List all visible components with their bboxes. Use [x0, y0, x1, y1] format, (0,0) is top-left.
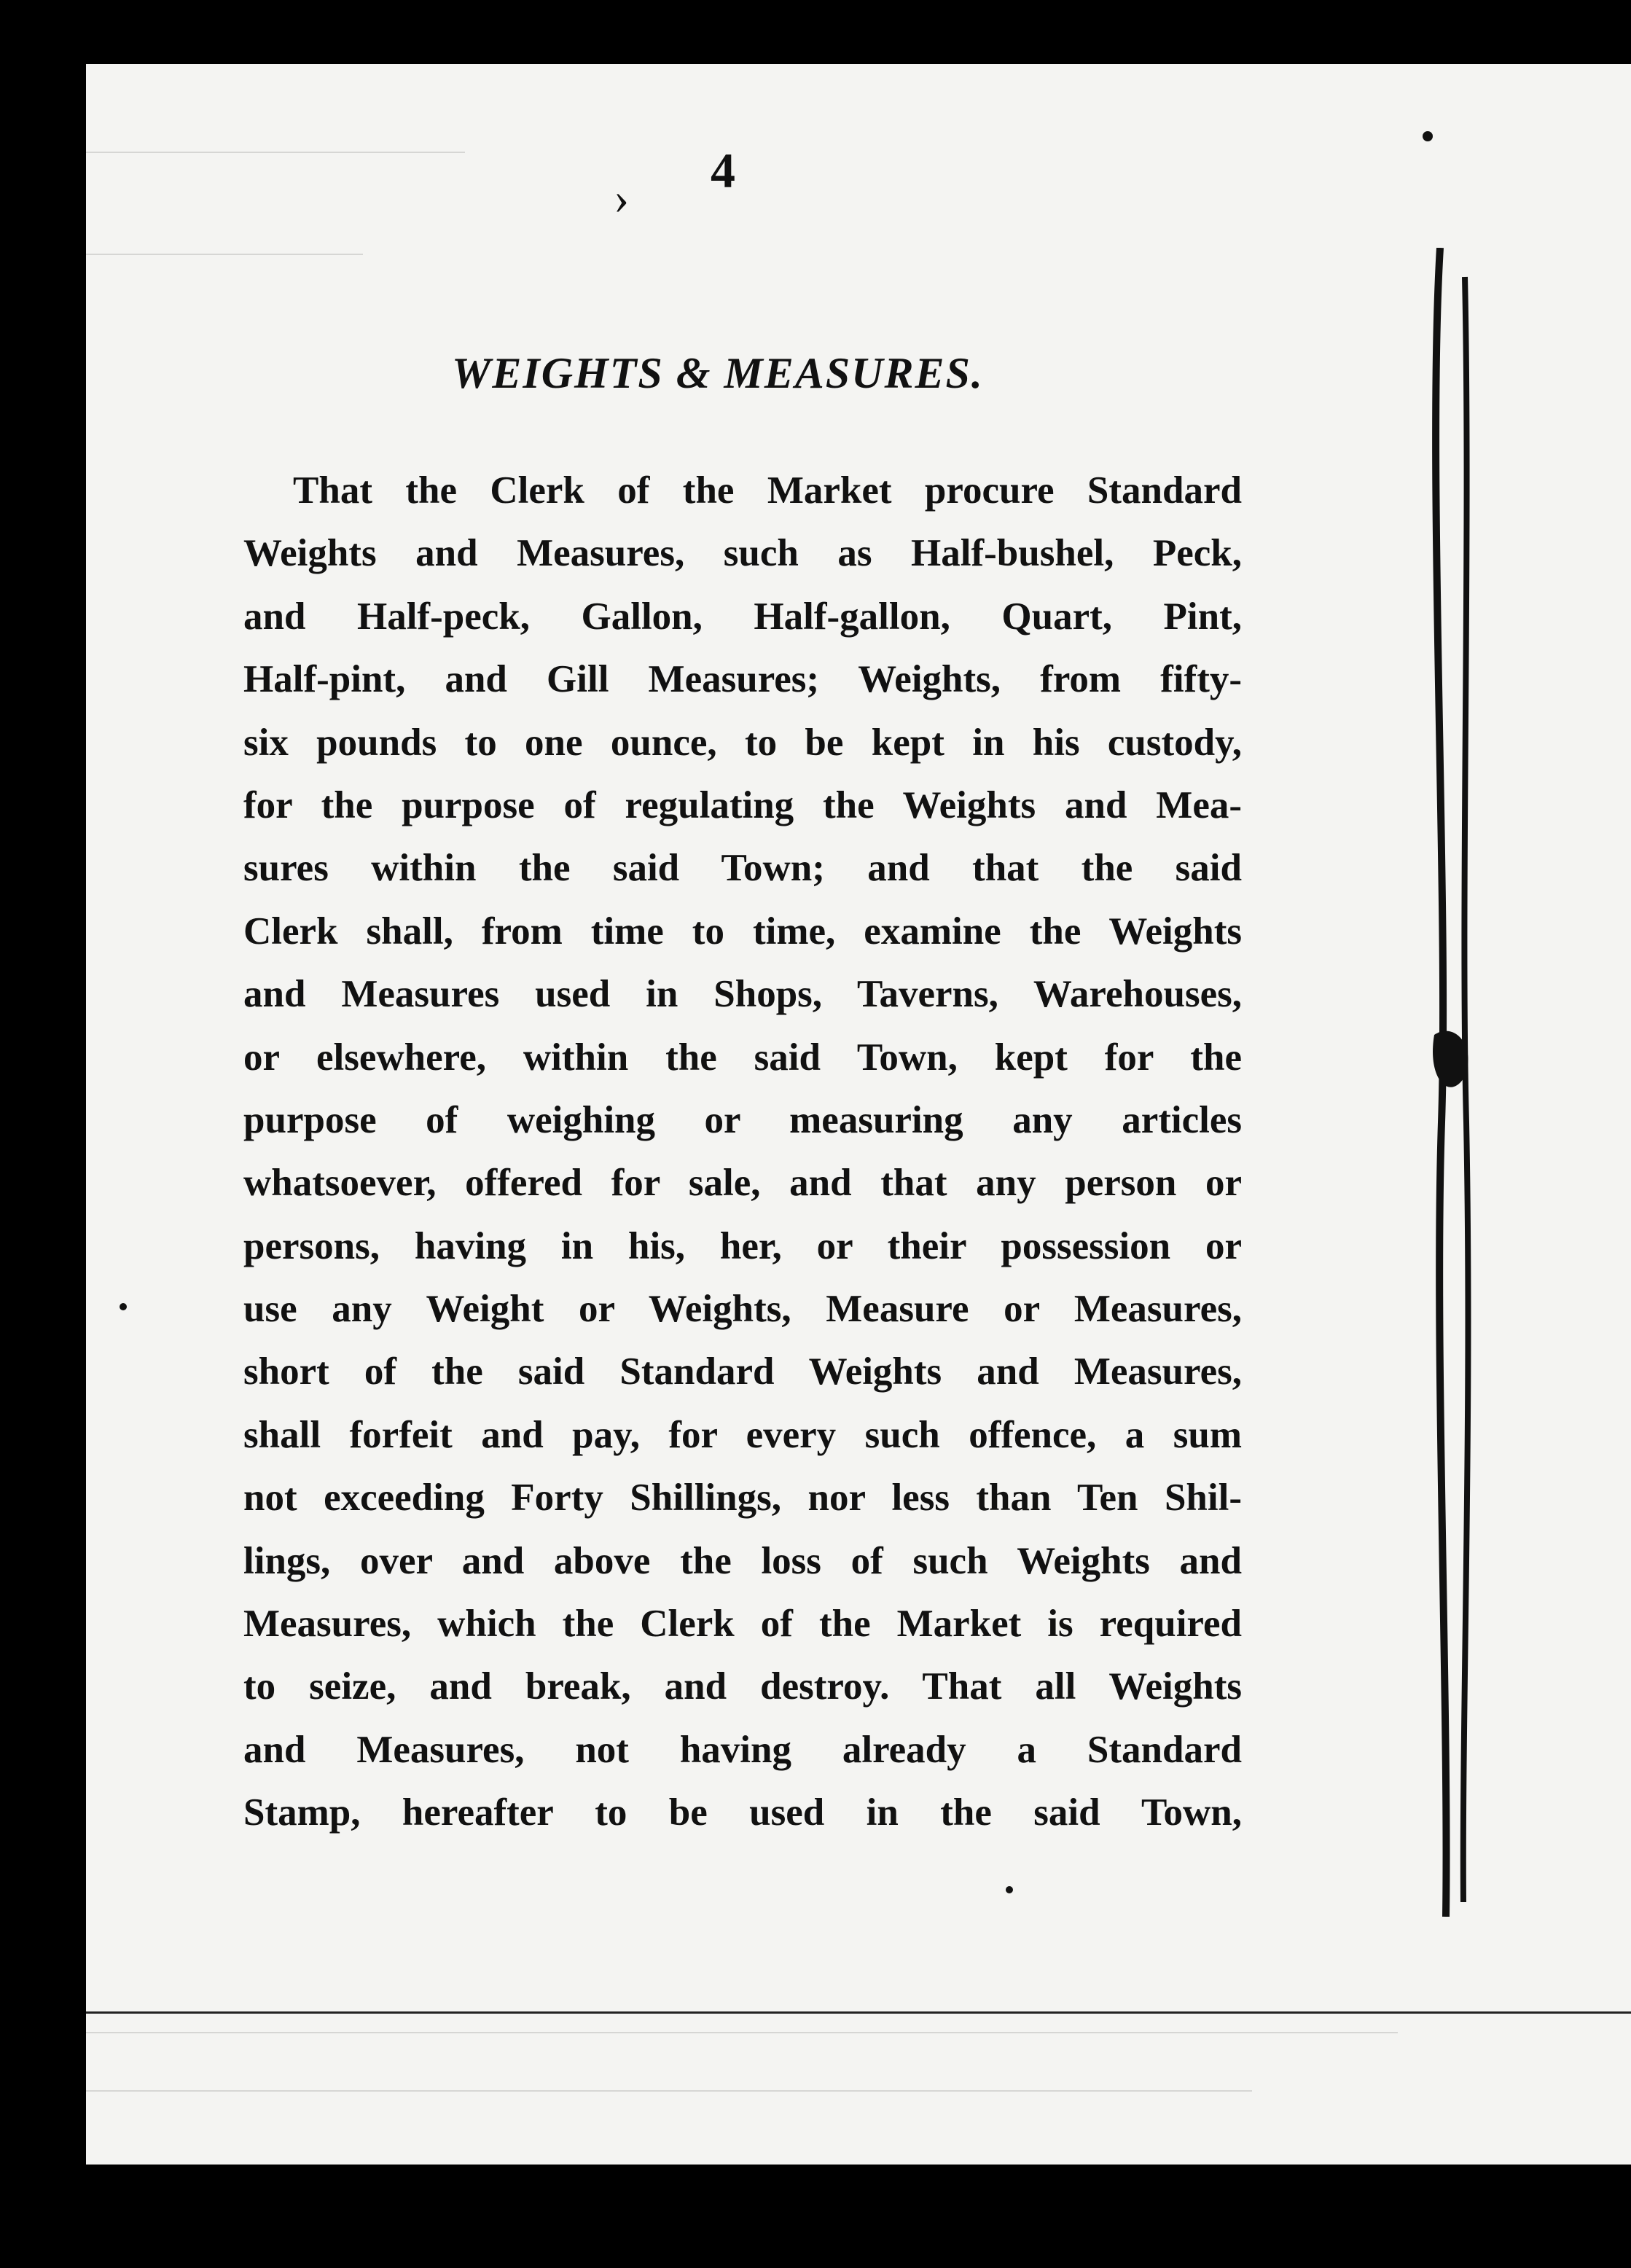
text-line: not exceeding Forty Shillings, nor less than Ten Shil- [243, 1477, 1242, 1520]
text-line: for the purpose of regulating the Weights and Mea- [243, 783, 1242, 826]
text-line: Measures, which the Clerk of the Market is required [243, 1603, 1242, 1646]
text-line: persons, having in his, her, or their possession or [243, 1224, 1242, 1267]
text-line: shall forfeit and pay, for every such offence, a sum [243, 1413, 1242, 1456]
margin-mark: › [614, 172, 630, 224]
ink-speck [120, 1303, 127, 1310]
section-heading: WEIGHTS & MEASURES. [452, 349, 984, 397]
text-line: or elsewhere, within the said Town, kept for the [243, 1036, 1242, 1079]
text-line: to seize, and break, and destroy. That all Weights [243, 1665, 1242, 1708]
body-paragraph [243, 459, 1242, 1845]
text-line: That the Clerk of the Market procure Standard [293, 469, 1242, 512]
scan-streak [86, 2032, 1398, 2033]
scan-streak [86, 152, 465, 153]
text-line: and Measures used in Shops, Taverns, Warehouses, [243, 973, 1242, 1016]
scan-streak [86, 254, 363, 255]
binding-stick [1420, 248, 1500, 1917]
text-line: lings, over and above the loss of such Weights and [243, 1539, 1242, 1582]
text-line: Half-pint, and Gill Measures; Weights, from fifty- [243, 658, 1242, 701]
text-line: and Measures, not having already a Standard [243, 1728, 1242, 1771]
text-line: sures within the said Town; and that the said [243, 847, 1242, 890]
ink-speck [1423, 131, 1433, 141]
text-line: Weights and Measures, such as Half-bushel, Peck, [243, 532, 1242, 575]
text-line: and Half-peck, Gallon, Half-gallon, Quart, Pint, [243, 595, 1242, 638]
text-line: Stamp, hereafter to be used in the said Town, [243, 1791, 1242, 1834]
text-line: six pounds to one ounce, to be kept in his custody, [243, 721, 1242, 764]
text-line: use any Weight or Weights, Measure or Measures, [243, 1288, 1242, 1331]
text-line: whatsoever, offered for sale, and that any person or [243, 1162, 1242, 1205]
scan-streak [86, 2090, 1252, 2092]
ink-speck [1006, 1886, 1013, 1893]
page-number: 4 [711, 143, 735, 198]
text-line: Clerk shall, from time to time, examine the Weights [243, 910, 1242, 953]
text-line: purpose of weighing or measuring any articles [243, 1098, 1242, 1141]
text-line: short of the said Standard Weights and Measures, [243, 1350, 1242, 1393]
bottom-rule [86, 2011, 1631, 2014]
